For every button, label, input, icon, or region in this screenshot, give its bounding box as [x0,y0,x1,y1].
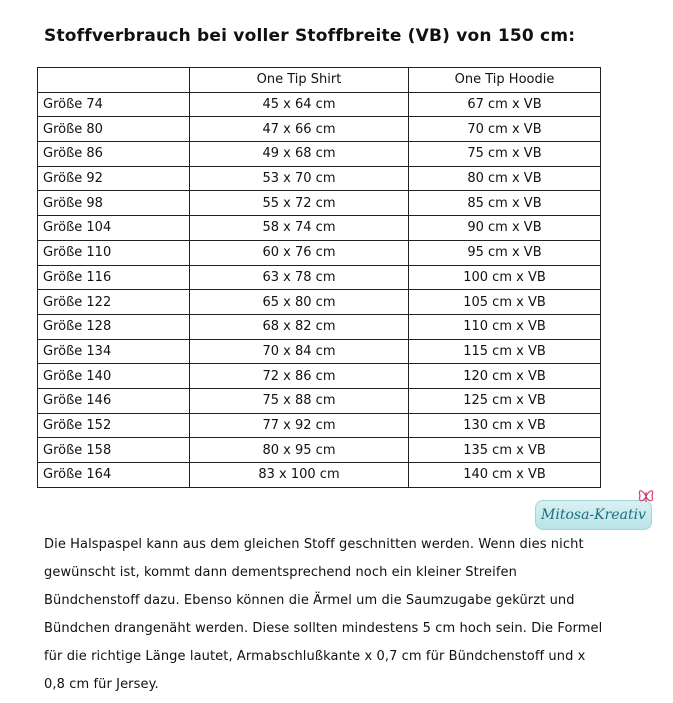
mitosa-kreativ-logo [535,500,652,530]
note-line: für die richtige Länge lautet, Armabschlußkante x 0,7 cm für Bündchenstoff und x [44,649,586,664]
cell-hoodie: 130 cm x VB [409,413,601,438]
cell-hoodie: 85 cm x VB [409,191,601,216]
cell-hoodie: 140 cm x VB [409,463,601,488]
cell-hoodie: 110 cm x VB [409,314,601,339]
logo-text: Mitosa-Kreativ [541,507,646,523]
page-title: Stoffverbrauch bei voller Stoffbreite (VB) von 150 cm: [44,26,576,46]
header-size [38,68,190,93]
cell-shirt: 77 x 92 cm [190,413,409,438]
cell-size: Größe 110 [38,240,190,265]
cell-shirt: 72 x 86 cm [190,364,409,389]
cell-shirt: 58 x 74 cm [190,216,409,241]
header-one-tip-hoodie: One Tip Hoodie [409,68,601,93]
table-row [38,339,601,364]
cell-size: Größe 92 [38,166,190,191]
cell-size: Größe 116 [38,265,190,290]
table-row [38,142,601,167]
cell-hoodie: 95 cm x VB [409,240,601,265]
table-row [38,314,601,339]
cell-shirt: 55 x 72 cm [190,191,409,216]
cell-shirt: 68 x 82 cm [190,314,409,339]
cell-hoodie: 70 cm x VB [409,117,601,142]
table-row [38,92,601,117]
cell-size: Größe 122 [38,290,190,315]
table-row [38,290,601,315]
cell-size: Größe 134 [38,339,190,364]
cell-size: Größe 86 [38,142,190,167]
note-line: Bündchenstoff dazu. Ebenso können die Ärmel um die Saumzugabe gekürzt und [44,593,575,608]
cell-hoodie: 80 cm x VB [409,166,601,191]
butterfly-icon [637,486,655,506]
cell-size: Größe 128 [38,314,190,339]
cell-shirt: 75 x 88 cm [190,388,409,413]
cell-hoodie: 125 cm x VB [409,388,601,413]
table-row [38,240,601,265]
table-row [38,364,601,389]
header-one-tip-shirt: One Tip Shirt [190,68,409,93]
table-row [38,117,601,142]
cell-shirt: 60 x 76 cm [190,240,409,265]
table-row [38,191,601,216]
cell-shirt: 49 x 68 cm [190,142,409,167]
cell-shirt: 45 x 64 cm [190,92,409,117]
cell-shirt: 80 x 95 cm [190,438,409,463]
fabric-consumption-table [37,67,601,488]
cell-hoodie: 75 cm x VB [409,142,601,167]
table-row [38,265,601,290]
table-row [38,413,601,438]
cell-shirt: 63 x 78 cm [190,265,409,290]
cell-hoodie: 120 cm x VB [409,364,601,389]
cell-shirt: 83 x 100 cm [190,463,409,488]
cell-shirt: 65 x 80 cm [190,290,409,315]
table-row [38,463,601,488]
table-row [38,388,601,413]
cell-size: Größe 152 [38,413,190,438]
cell-size: Größe 74 [38,92,190,117]
cell-size: Größe 140 [38,364,190,389]
table-row [38,216,601,241]
note-line: Die Halspaspel kann aus dem gleichen Stoff geschnitten werden. Wenn dies nicht [44,537,584,552]
note-line: 0,8 cm für Jersey. [44,677,159,692]
note-line: Bündchen drangenäht werden. Diese sollten mindestens 5 cm hoch sein. Die Formel [44,621,603,636]
cell-hoodie: 135 cm x VB [409,438,601,463]
cell-hoodie: 67 cm x VB [409,92,601,117]
note-line: gewünscht ist, kommt dann dementsprechend noch ein kleiner Streifen [44,565,517,580]
table-row [38,438,601,463]
table-row [38,166,601,191]
cell-hoodie: 105 cm x VB [409,290,601,315]
cell-size: Größe 98 [38,191,190,216]
cell-size: Größe 164 [38,463,190,488]
cell-shirt: 53 x 70 cm [190,166,409,191]
cell-hoodie: 115 cm x VB [409,339,601,364]
cell-shirt: 47 x 66 cm [190,117,409,142]
cell-shirt: 70 x 84 cm [190,339,409,364]
note-paragraph [44,531,644,699]
cell-size: Größe 146 [38,388,190,413]
cell-size: Größe 158 [38,438,190,463]
cell-size: Größe 104 [38,216,190,241]
cell-hoodie: 90 cm x VB [409,216,601,241]
cell-size: Größe 80 [38,117,190,142]
cell-hoodie: 100 cm x VB [409,265,601,290]
table-header-row [38,68,601,93]
